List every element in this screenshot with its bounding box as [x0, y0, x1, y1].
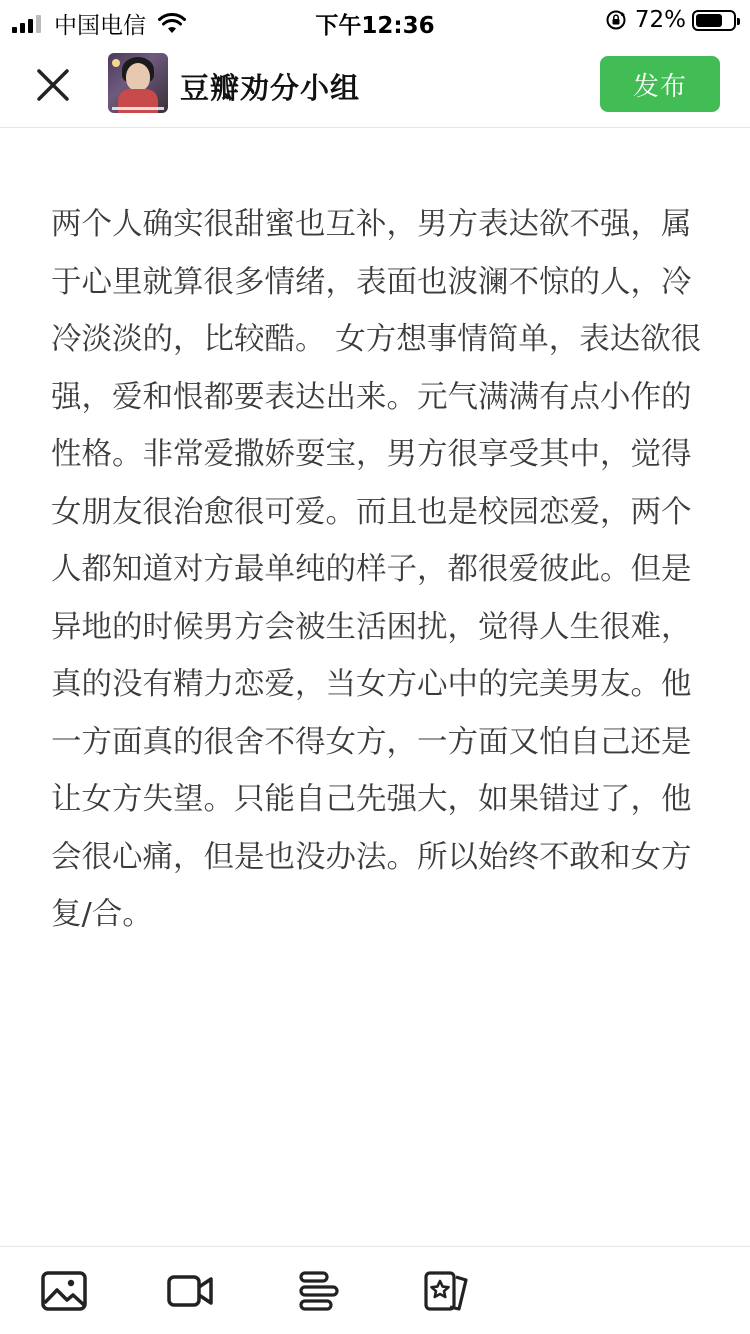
text-format-icon: [295, 1269, 343, 1313]
post-body[interactable]: 两个人确实很甜蜜也互补，男方表达欲不强，属于心里就算很多情绪，表面也波澜不惊的人，冷冷淡淡的，比较酷。 女方想事情简单，表达欲很强，爱和恨都要表达出来。元气满满有点小作的性格。非常爱撒娇耍宝，男方很享受其中，觉得女朋友很治愈很可爱。而且也是校园恋爱，两个人都知道对方最单纯的样子，都很爱彼此。但是异地的时候男方会被生活困扰，觉得人生很难，真的没有精力恋爱，当女方心中的完美男友。他一方面真的很舍不得女方，一方面又怕自己还是让女方失望。只能自己先强大，如果错过了，他会很心痛，但是也没办法。所以始终不敢和女方复/合。: [51, 207, 702, 932]
signal-icon: [12, 15, 44, 33]
wifi-icon: [158, 13, 186, 35]
close-icon[interactable]: [30, 62, 76, 108]
star-card-icon: [422, 1269, 470, 1313]
status-bar: [0, 0, 750, 40]
nav-bar: [0, 40, 750, 128]
battery-fill: [696, 14, 722, 27]
battery-icon: [692, 10, 736, 31]
status-left: [12, 7, 186, 40]
insert-video-button[interactable]: [166, 1269, 214, 1313]
carrier-label: 中国电信: [54, 13, 146, 39]
rotation-lock-icon: [605, 9, 627, 31]
insert-image-button[interactable]: [40, 1269, 88, 1313]
status-right: [605, 7, 736, 33]
publish-button[interactable]: 发布: [600, 56, 720, 112]
group-name[interactable]: 豆瓣劝分小组: [180, 71, 361, 105]
bottom-toolbar: [0, 1246, 750, 1334]
group-avatar[interactable]: [108, 53, 168, 113]
image-icon: [40, 1269, 88, 1313]
text-format-button[interactable]: [295, 1269, 343, 1313]
video-icon: [166, 1269, 214, 1313]
star-card-button[interactable]: [422, 1269, 470, 1313]
status-time: 下午12:36: [315, 13, 435, 39]
battery-percent: 72%: [634, 7, 686, 33]
